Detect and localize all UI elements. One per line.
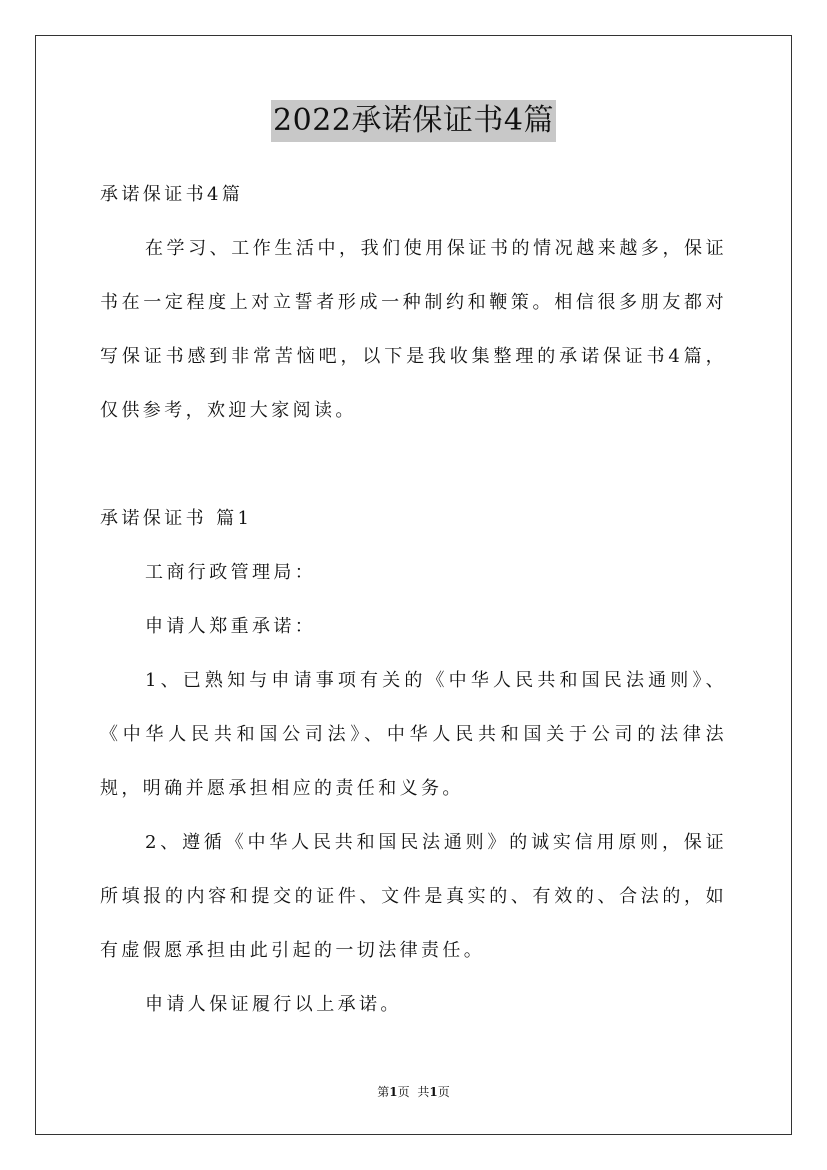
page-footer <box>0 1084 827 1100</box>
page-suffix: 页 <box>397 1085 410 1099</box>
item-2: 2、遵循《中华人民共和国民法通则》的诚实信用原则，保证所填报的内容和提交的证件、文件是真实的、有效的、合法的，如有虚假愿承担由此引起的一切法律责任。 <box>100 832 727 961</box>
closing: 申请人保证履行以上承诺。 <box>145 994 402 1015</box>
total-pages: 1 <box>429 1085 438 1099</box>
spacer <box>100 438 727 492</box>
total-prefix: 共 <box>417 1085 430 1099</box>
page-number: 1 <box>389 1085 398 1099</box>
item-1: 1、已熟知与申请事项有关的《中华人民共和国民法通则》、《中华人民共和国公司法》、中华人民共和国关于公司的法律法规，明确并愿承担相应的责任和义务。 <box>100 670 727 799</box>
addressee: 工商行政管理局： <box>145 562 317 583</box>
intro-paragraph: 在学习、工作生活中，我们使用保证书的情况越来越多，保证书在一定程度上对立誓者形成一种制约和鞭策。相信很多朋友都对写保证书感到非常苦恼吧，以下是我收集整理的承诺保证书4篇，仅供参考，欢迎大家阅读。 <box>100 238 727 421</box>
page-prefix: 第 <box>377 1085 390 1099</box>
section-title: 承诺保证书 篇1 <box>100 508 253 529</box>
heading: 承诺保证书4篇 <box>100 184 244 205</box>
total-suffix: 页 <box>437 1085 450 1099</box>
document-title: 2022承诺保证书4篇 <box>271 100 556 142</box>
declaration: 申请人郑重承诺： <box>145 616 317 637</box>
document-body <box>100 168 727 1032</box>
title-container <box>0 100 827 142</box>
